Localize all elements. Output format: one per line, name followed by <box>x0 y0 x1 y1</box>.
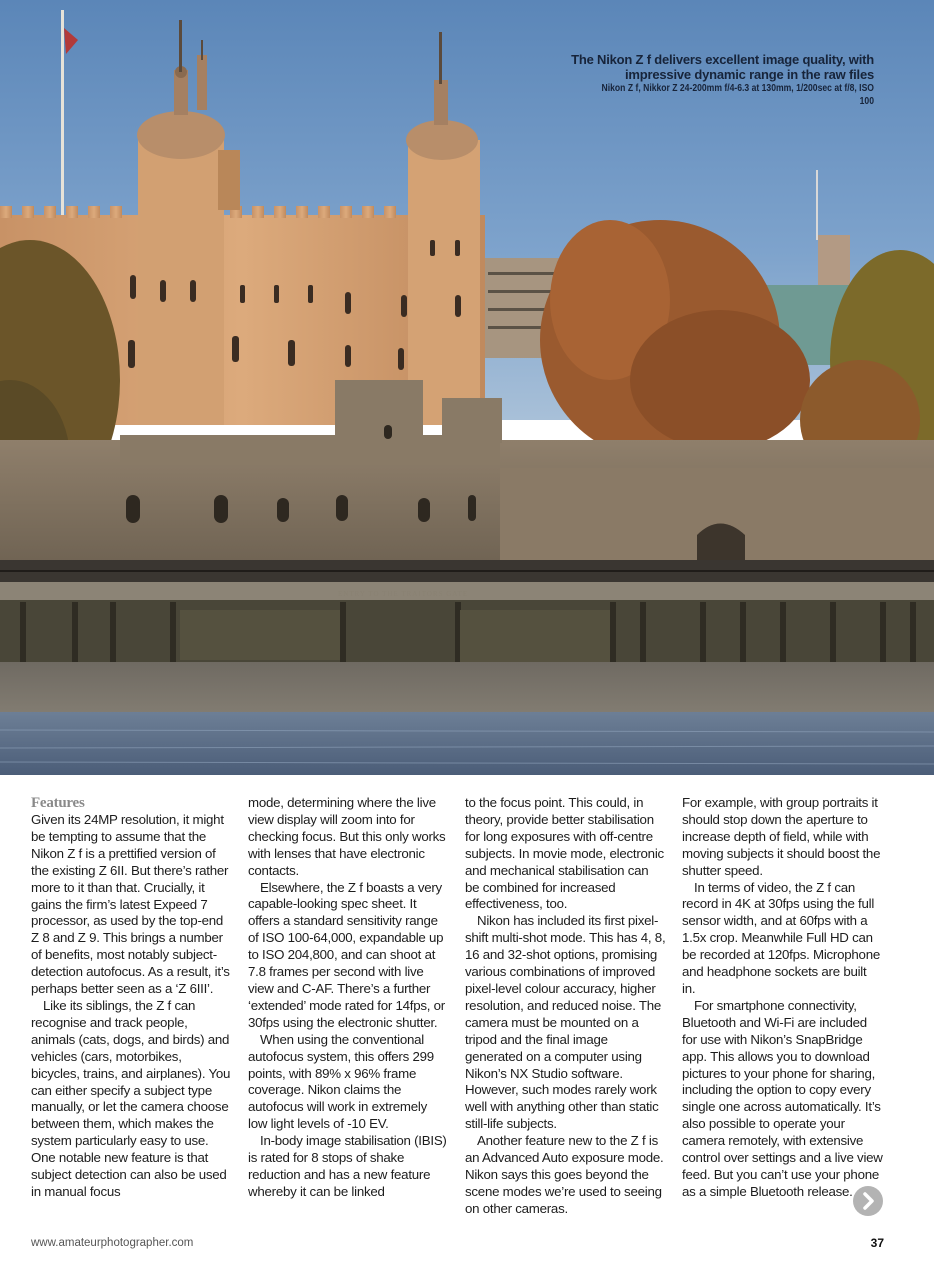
caption-title: The Nikon Z f delivers excellent image quality, with impressive dynamic range in the raw files <box>571 52 874 82</box>
traitors-gate-sign: ENTRY TO THE TRAITORS GATE <box>338 590 469 598</box>
article-column-2 <box>248 795 449 1218</box>
continue-arrow-icon[interactable] <box>853 1186 883 1216</box>
paragraph: For example, with group portraits it should stop down the aperture to increase depth of field, while with moving subjects it should boost the shutter speed. <box>682 795 881 878</box>
paragraph: For smartphone connectivity, Bluetooth and Wi-Fi are included for use with Nikon’s SnapBridge app. This allows you to download pictures to your phone for sharing, including the option to copy every single one across automatically. It’s also possible to operate your camera remotely, with extensive control over settings and a live view feed. But you can’t use your phone as a simple Bluetooth release. <box>682 997 883 1199</box>
caption-exposure-details: Nikon Z f, Nikkor Z 24-200mm f/4-6.3 at 130mm, 1/200sec at f/8, ISO 100 <box>601 83 874 107</box>
paragraph: Given its 24MP resolution, it might be tempting to assume that the Nikon Z f is a prettified version of the existing Z 6II. But there’s rather more to it than that. Crucially, it gains the firm’s latest Expeed 7 processor, as used by the top-end Z 8 and Z 9. This brings a number of benefits, most notably subject-detection autofocus. As a result, it’s perhaps better seen as a ‘Z 6III’. <box>31 812 230 997</box>
chevron-right-icon <box>853 1186 883 1216</box>
paragraph: When using the conventional autofocus system, this offers 299 points, with 89% x 96% frame coverage. Nikon claims the autofocus will work in extremely low light levels of -10 EV. <box>248 1031 434 1132</box>
photo-caption <box>544 52 874 108</box>
paragraph: Like its siblings, the Z f can recognise and track people, animals (cats, dogs, and birds) and vehicles (cars, motorbikes, bicycles, trains, and airplanes). You can either specify a subject type manually, or let the camera choose between them, which makes the system particularly easy to use. One notable new feature is that subject detection can also be used in manual focus <box>31 997 231 1199</box>
paragraph: In terms of video, the Z f can record in 4K at 30fps using the full sensor width, and at 60fps with a 1.5x crop. Meanwhile Full HD can be recorded at 120fps. Microphone and headphone sockets are built in. <box>682 879 880 996</box>
article-column-4 <box>682 795 883 1218</box>
paragraph: Elsewhere, the Z f boasts a very capable-looking spec sheet. It offers a standard sensitivity range of ISO 100-64,000, expandable up to ISO 204,800, and can shoot at 7.8 frames per second with live view and C-AF. There’s a further ‘extended’ mode rated for 14fps, or 30fps using the electronic shutter. <box>248 879 445 1030</box>
paragraph: mode, determining where the live view display will zoom into for checking focus. But this only works with lenses that have electronic contacts. <box>248 795 446 878</box>
footer-website: www.amateurphotographer.com <box>31 1237 194 1249</box>
paragraph: to the focus point. This could, in theory, provide better stabilisation for long exposures with off-centre subjects. In movie mode, electronic and mechanical stabilisation can be combined for increased effectiveness, too. <box>465 795 664 912</box>
paragraph: Nikon has included its first pixel-shift multi-shot mode. This has 4, 8, 16 and 32-shot options, promising various combinations of improved pixel-level colour accuracy, higher resolution, and reduced noise. The camera must be mounted on a tripod and the final image generated on a computer using Nikon’s NX Studio software. However, such modes rarely work well with anything other than static still-life subjects. <box>465 913 666 1132</box>
article-body <box>31 795 887 1218</box>
article-column-1 <box>31 795 232 1218</box>
page-number: 37 <box>870 1236 884 1250</box>
paragraph: In-body image stabilisation (IBIS) is rated for 8 stops of shake reduction and has a new feature whereby it can be linked <box>248 1133 447 1199</box>
article-column-3 <box>465 795 666 1218</box>
paragraph: Another feature new to the Z f is an Advanced Auto exposure mode. Nikon says this goes beyond the scene modes we’re used to seeing on other cameras. <box>465 1133 664 1216</box>
section-heading: Features <box>31 795 85 811</box>
